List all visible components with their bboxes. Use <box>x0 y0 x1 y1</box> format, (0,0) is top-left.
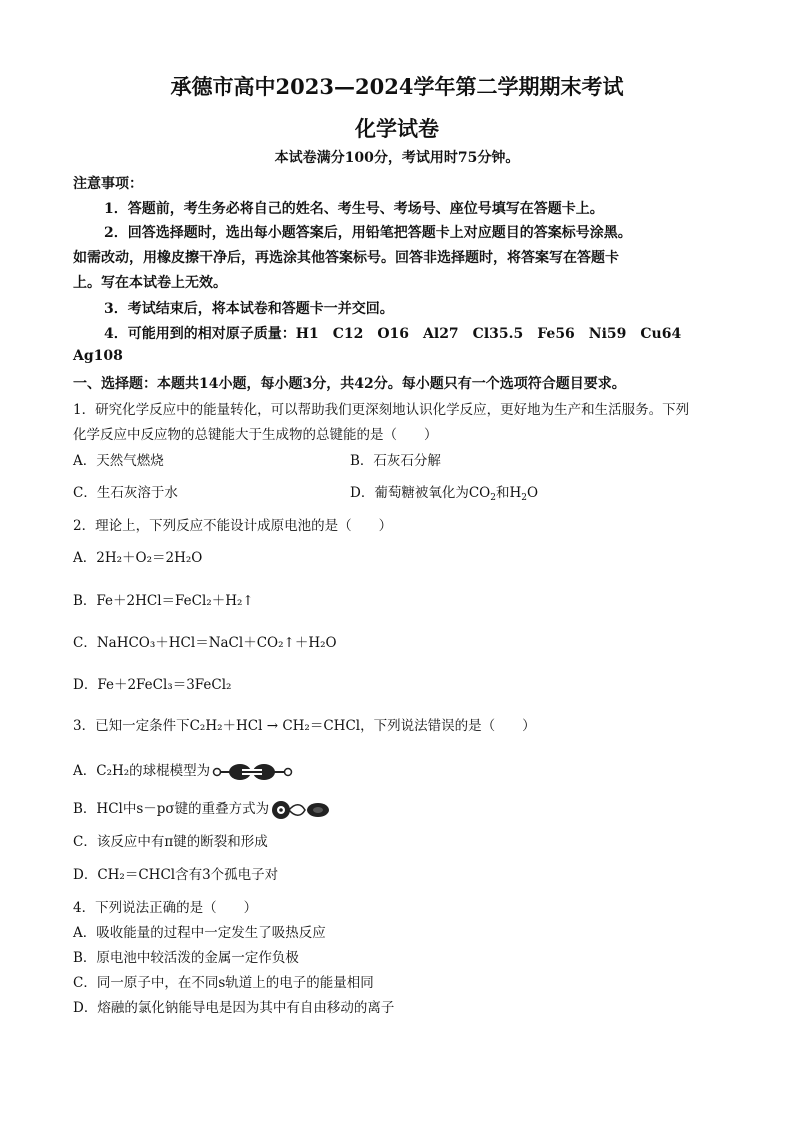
exam-info: 本试卷满分100分，考试用时75分钟。 <box>274 150 520 166</box>
q1-stem-line-2: 化学反应中反应物的总键能大于生成物的总键能的是（ ） <box>73 427 438 443</box>
ball-and-stick-model-icon <box>212 761 294 783</box>
note-2-line-1: 2．回答选择题时，选出每小题答案后，用铅笔把答题卡上对应题目的答案标号涂黑。 <box>104 225 632 241</box>
exam-title: 承德市高中2023—2024学年第二学期期末考试 <box>170 74 624 99</box>
note-4-line-1: 4．可能用到的相对原子质量：H1 C12 O16 Al27 Cl35.5 Fe56 Ni59 Cu64 <box>104 326 682 342</box>
q3-stem: 3．已知一定条件下C₂H₂＋HCl → CH₂＝CHCl，下列说法错误的是（ ） <box>73 718 536 734</box>
note-2-line-3: 上。写在本试卷上无效。 <box>73 275 227 291</box>
q1-option-c: C．生石灰溶于水 <box>73 485 178 501</box>
q1-stem-line-1: 1．研究化学反应中的能量转化，可以帮助我们更深刻地认识化学反应，更好地为生产和生活服务。下列 <box>73 402 690 418</box>
note-1: 1．答题前，考生务必将自己的姓名、考生号、考场号、座位号填写在答题卡上。 <box>104 201 604 217</box>
q2-option-b: B．Fe＋2HCl＝FeCl₂＋H₂↑ <box>73 593 254 609</box>
notes-heading: 注意事项： <box>73 176 143 192</box>
q3-option-b-text: B．HCl中s－pσ键的重叠方式为 <box>73 801 270 817</box>
q2-option-c: C．NaHCO₃＋HCl＝NaCl＋CO₂↑＋H₂O <box>73 635 337 651</box>
note-4-line-2: Ag108 <box>73 348 123 364</box>
note-2-line-2: 如需改动，用橡皮擦干净后，再选涂其他答案标号。回答非选择题时，将答案写在答题卡 <box>73 250 619 266</box>
q1-option-a: A．天然气燃烧 <box>73 453 164 469</box>
q4-option-c: C．同一原子中，在不同s轨道上的电子的能量相同 <box>73 975 374 991</box>
q3-option-a <box>73 759 294 783</box>
orbital-overlap-icon <box>271 800 331 820</box>
note-3: 3．考试结束后，将本试卷和答题卡一并交回。 <box>104 301 394 317</box>
q2-option-a: A．2H₂＋O₂＝2H₂O <box>73 550 203 566</box>
subject-title: 化学试卷 <box>355 116 439 141</box>
q1-option-d: D．葡萄糖被氧化为$CO_2$和$H_2O$ <box>350 485 539 503</box>
section-heading: 一、选择题：本题共14小题，每小题3分，共42分。每小题只有一个选项符合题目要求。 <box>73 376 626 392</box>
q4-stem: 4．下列说法正确的是（ ） <box>73 900 258 916</box>
q4-option-a: A．吸收能量的过程中一定发生了吸热反应 <box>73 925 326 941</box>
q1-option-b: B．石灰石分解 <box>350 453 441 469</box>
q3-option-b <box>73 797 331 820</box>
q4-option-b: B．原电池中较活泼的金属一定作负极 <box>73 950 299 966</box>
q3-option-d: D．CH₂＝CHCl含有3个孤电子对 <box>73 867 279 883</box>
q3-option-c: C．该反应中有π键的断裂和形成 <box>73 834 268 850</box>
q3-option-a-text: A．C₂H₂的球棍模型为 <box>73 763 211 779</box>
q2-stem: 2．理论上，下列反应不能设计成原电池的是（ ） <box>73 518 393 534</box>
q4-option-d: D．熔融的氯化钠能导电是因为其中有自由移动的离子 <box>73 1000 395 1016</box>
q2-option-d: D．Fe＋2FeCl₃＝3FeCl₂ <box>73 677 232 693</box>
